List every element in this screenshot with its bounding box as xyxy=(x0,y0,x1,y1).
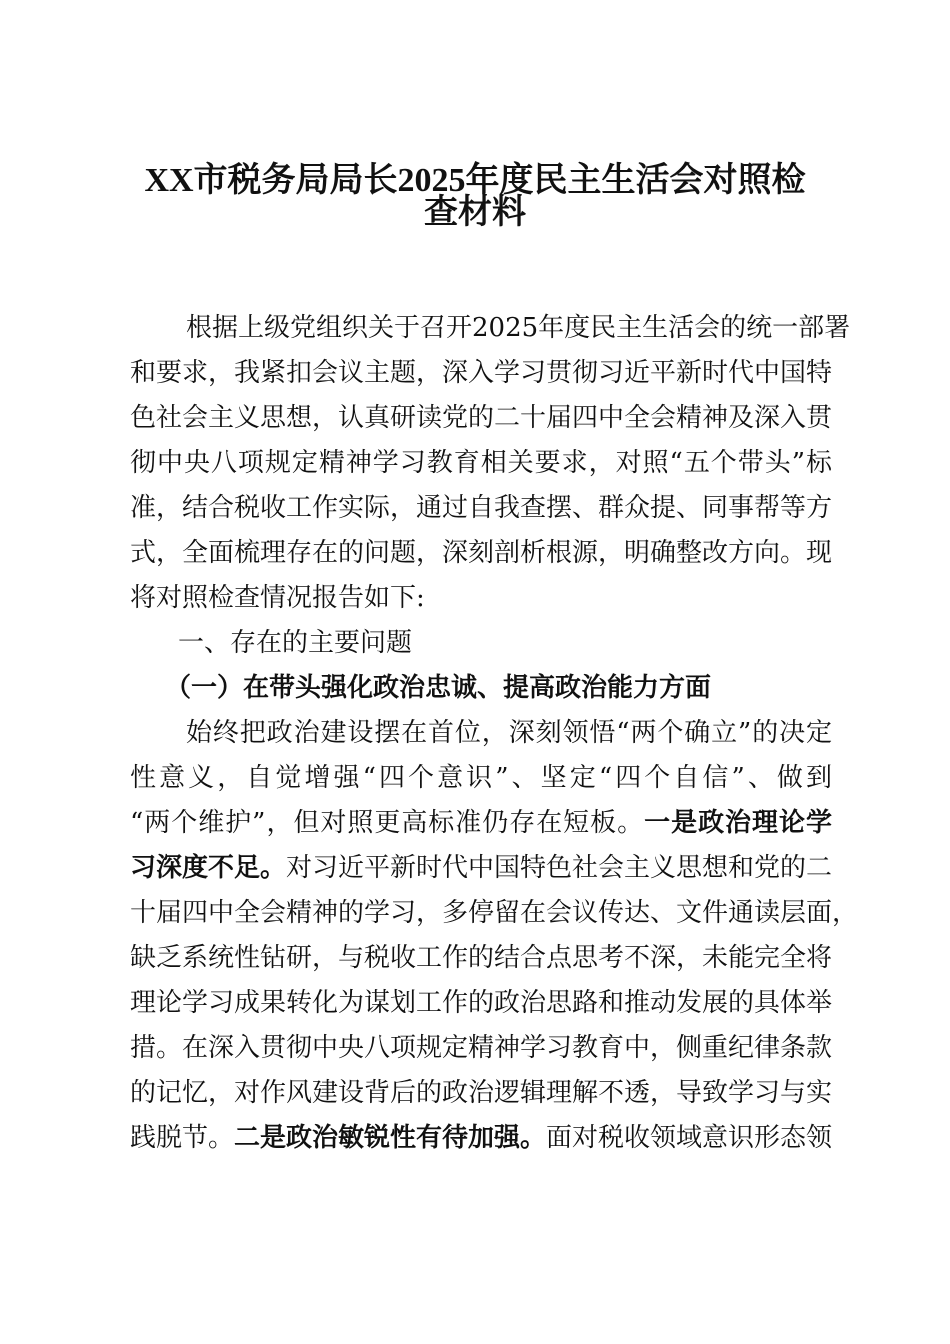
text-line: 式，全面梳理存在的问题，深刻剖析根源，明确整改方向。现 xyxy=(130,538,833,568)
text-line: 的记忆，对作风建设背后的政治逻辑理解不透，导致学习与实 xyxy=(130,1078,833,1108)
text-line xyxy=(130,852,832,884)
text-line: 理论学习成果转化为谋划工作的政治思路和推动发展的具体举 xyxy=(130,988,833,1018)
text-line: 准，结合税收工作实际，通过自我查摆、群众提、同事帮等方 xyxy=(130,493,833,523)
text-line: 性意义，自觉增强“四个意识”、坚定“四个自信”、做到 xyxy=(130,763,832,793)
section-heading: 一、存在的主要问题 xyxy=(178,628,413,658)
bold-point-1-end: 习深度不足。 xyxy=(130,853,287,883)
text-line: 十届四中全会精神的学习，多停留在会议传达、文件通读层面， xyxy=(130,898,859,928)
text-line xyxy=(130,1122,832,1154)
text-line: 将对照检查情况报告如下: xyxy=(130,583,425,613)
subsection-heading: （一）在带头强化政治忠诚、提高政治能力方面 xyxy=(165,673,712,703)
text-run: 面对税收领域意识形态领 xyxy=(546,1123,833,1153)
bold-point-1: 一是政治理论学 xyxy=(644,808,832,838)
text-line: 彻中央八项规定精神学习教育相关要求，对照“五个带头”标 xyxy=(130,448,832,478)
text-line xyxy=(130,807,832,839)
text-line: 缺乏系统性钻研，与税收工作的结合点思考不深，未能完全将 xyxy=(130,943,833,973)
title-line-1: XX市税务局局长2025年度民主生活会对照检 xyxy=(144,162,806,199)
text-line: 色社会主义思想，认真研读党的二十届四中全会精神及深入贯 xyxy=(130,403,833,433)
text-run: 践脱节。 xyxy=(130,1123,235,1153)
text-line: 和要求，我紧扣会议主题，深入学习贯彻习近平新时代中国特 xyxy=(130,358,833,388)
text-line: 始终把政治建设摆在首位，深刻领悟“两个确立”的决定 xyxy=(186,718,832,748)
text-line: 根据上级党组织关于召开2025年度民主生活会的统一部署 xyxy=(186,313,851,343)
text-run: “两个维护”，但对照更高标准仍存在短板。 xyxy=(130,808,645,838)
text-line: 措。在深入贯彻中央八项规定精神学习教育中，侧重纪律条款 xyxy=(130,1033,833,1063)
title-line-2: 查材料 xyxy=(424,194,526,231)
text-run: 对习近平新时代中国特色社会主义思想和党的二 xyxy=(286,853,833,883)
bold-point-2: 二是政治敏锐性有待加强。 xyxy=(234,1123,547,1153)
